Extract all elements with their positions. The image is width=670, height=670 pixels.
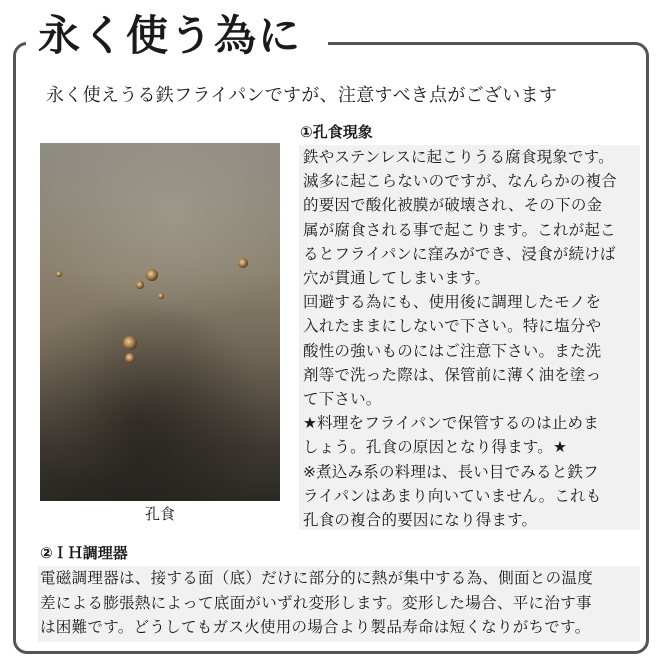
section1-line: 剤等で洗った際は、保管前に薄く油を塗っ (303, 365, 602, 384)
section1-line: 孔食の複合的要因になり得ます。 (303, 511, 538, 530)
pit-mark (136, 281, 144, 289)
section2-line: 差による膨張熱によって底面がいずれ変形します。変形した場合、平に治す事 (40, 593, 592, 612)
pit-mark (158, 293, 164, 299)
section1-line: ※煮込み系の料理は、長い目でみると鉄フ (303, 462, 599, 481)
section1-line: ★料理をフライパンで保管するのは止めま (303, 414, 599, 433)
section1-line: 鉄やステンレスに起こりうる腐食現象です。 (303, 148, 614, 166)
section1-line: 滅多に起こらないのですが、なんらかの複合 (303, 172, 618, 191)
pitting-corrosion-photo (40, 143, 280, 501)
pit-mark (125, 353, 135, 363)
pit-mark (238, 258, 248, 268)
section1-line: 的要因で酸化被膜が破壊され、その下の金 (303, 196, 603, 215)
section1-line: ライパンはあまり向いていません。これも (303, 486, 602, 505)
section1-line: 穴が貫通してしまいます。 (303, 269, 491, 288)
section1-line: るとフライパンに窪みができ、浸食が続けば (303, 244, 616, 263)
section2-heading: ②ＩＨ調理器 (40, 544, 128, 562)
section2-line: は困難です。どうしてもガス火使用の場合より製品寿命は短くなりがちです。 (40, 618, 591, 636)
pit-mark (146, 269, 158, 281)
page-subtitle: 永く使えうる鉄フライパンですが、注意すべき点がございます (46, 85, 558, 106)
section1-heading: ①孔食現象 (300, 123, 373, 141)
section1-line: 回避する為にも、使用後に調理したモノを (303, 293, 602, 312)
section2-text-panel (38, 566, 640, 642)
section1-line: 入れたままにしないで下さい。特に塩分や (303, 317, 602, 336)
page-title: 永く使う為に (38, 11, 303, 60)
pit-mark (56, 271, 62, 277)
photo-caption: 孔食 (144, 505, 175, 523)
section1-line: 属が腐食される事で起こります。これが起こ (303, 220, 616, 239)
section2-line: 電磁調理器は、接する面（底）だけに部分的に熱が集中する為、側面との温度 (40, 569, 594, 587)
section1-line: て下さい。 (303, 390, 382, 409)
section1-line: しょう。孔食の原因となり得ます。★ (303, 438, 568, 457)
pit-mark (123, 336, 137, 350)
section1-line: 酸性の強いものにはご注意下さい。また洗 (303, 341, 602, 360)
section1-text-panel (299, 145, 640, 530)
